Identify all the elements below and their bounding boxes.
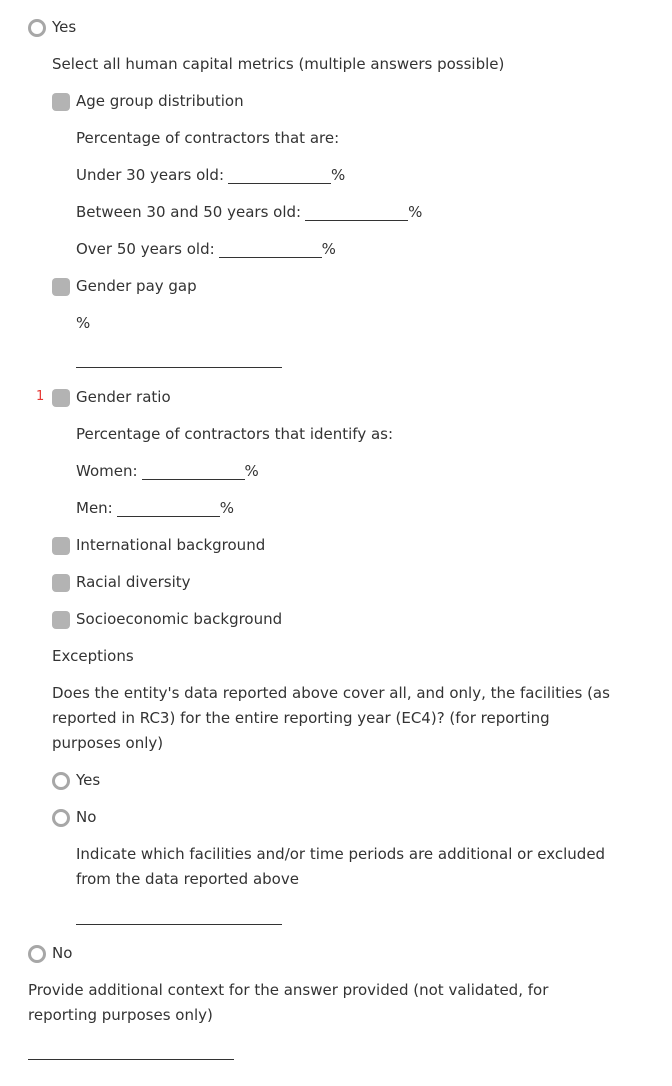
over-50-label: Over 50 years old: (76, 240, 215, 258)
women-input[interactable] (142, 464, 245, 480)
international-label: International background (76, 536, 266, 554)
between-30-50-row (76, 200, 422, 225)
age-description: Percentage of contractors that are: (76, 129, 340, 147)
socioeconomic-checkbox[interactable] (52, 611, 70, 629)
gender-pay-gap-checkbox[interactable] (52, 278, 70, 296)
gender-ratio-label: Gender ratio (76, 388, 171, 406)
men-label: Men: (76, 499, 113, 517)
gender-ratio-checkbox[interactable] (52, 389, 70, 407)
men-row (76, 496, 234, 521)
racial-label: Racial diversity (76, 573, 191, 591)
gender-pay-gap-unit: % (76, 314, 91, 332)
coverage-no-row[interactable] (52, 805, 96, 830)
age-group-checkbox[interactable] (52, 93, 70, 111)
gender-pay-gap-label: Gender pay gap (76, 277, 197, 295)
gender-pay-gap-input[interactable] (76, 367, 282, 368)
indicate-text: Indicate which facilities and/or time periods are additional or excluded from the data reported above (76, 845, 606, 888)
context-text: Provide additional context for the answer provided (not validated, for reporting purposes only) (28, 981, 549, 1024)
international-checkbox-row[interactable] (52, 533, 265, 558)
coverage-question: Does the entity's data reported above cover all, and only, the facilities (as reported in RC3) for the entire reporting year (EC4)? (for reporting purposes only) (52, 684, 610, 752)
coverage-yes-label: Yes (76, 771, 101, 789)
between-30-50-input[interactable] (305, 205, 408, 221)
international-checkbox[interactable] (52, 537, 70, 555)
women-row (76, 459, 259, 484)
racial-checkbox[interactable] (52, 574, 70, 592)
socioeconomic-label: Socioeconomic background (76, 610, 283, 628)
between-30-50-unit: % (408, 203, 423, 221)
no-radio[interactable] (28, 945, 46, 963)
gender-ratio-checkbox-row[interactable] (52, 385, 171, 410)
gender-pay-gap-checkbox-row[interactable] (52, 274, 197, 299)
yes-radio-row[interactable] (28, 15, 76, 40)
between-30-50-label: Between 30 and 50 years old: (76, 203, 302, 221)
no-label: No (52, 944, 73, 962)
women-unit: % (244, 462, 259, 480)
context-input[interactable] (28, 1059, 234, 1060)
coverage-no-label: No (76, 808, 97, 826)
indicate-input[interactable] (76, 924, 282, 925)
women-label: Women: (76, 462, 138, 480)
age-group-checkbox-row[interactable] (52, 89, 244, 114)
no-radio-row[interactable] (28, 941, 72, 966)
question-marker: 1 (36, 389, 45, 404)
under-30-label: Under 30 years old: (76, 166, 224, 184)
gender-ratio-description: Percentage of contractors that identify as: (76, 425, 394, 443)
yes-label: Yes (52, 18, 77, 36)
socioeconomic-checkbox-row[interactable] (52, 607, 282, 632)
metrics-prompt: Select all human capital metrics (multiple answers possible) (52, 55, 505, 73)
men-input[interactable] (117, 501, 220, 517)
men-unit: % (219, 499, 234, 517)
under-30-input[interactable] (228, 168, 331, 184)
coverage-yes-radio[interactable] (52, 772, 70, 790)
yes-radio[interactable] (28, 19, 46, 37)
under-30-unit: % (331, 166, 346, 184)
exceptions-heading: Exceptions (52, 647, 134, 665)
coverage-no-radio[interactable] (52, 809, 70, 827)
age-group-label: Age group distribution (76, 92, 244, 110)
over-50-unit: % (321, 240, 336, 258)
under-30-row (76, 163, 345, 188)
over-50-input[interactable] (219, 242, 322, 258)
over-50-row (76, 237, 336, 262)
coverage-yes-row[interactable] (52, 768, 100, 793)
racial-checkbox-row[interactable] (52, 570, 191, 595)
